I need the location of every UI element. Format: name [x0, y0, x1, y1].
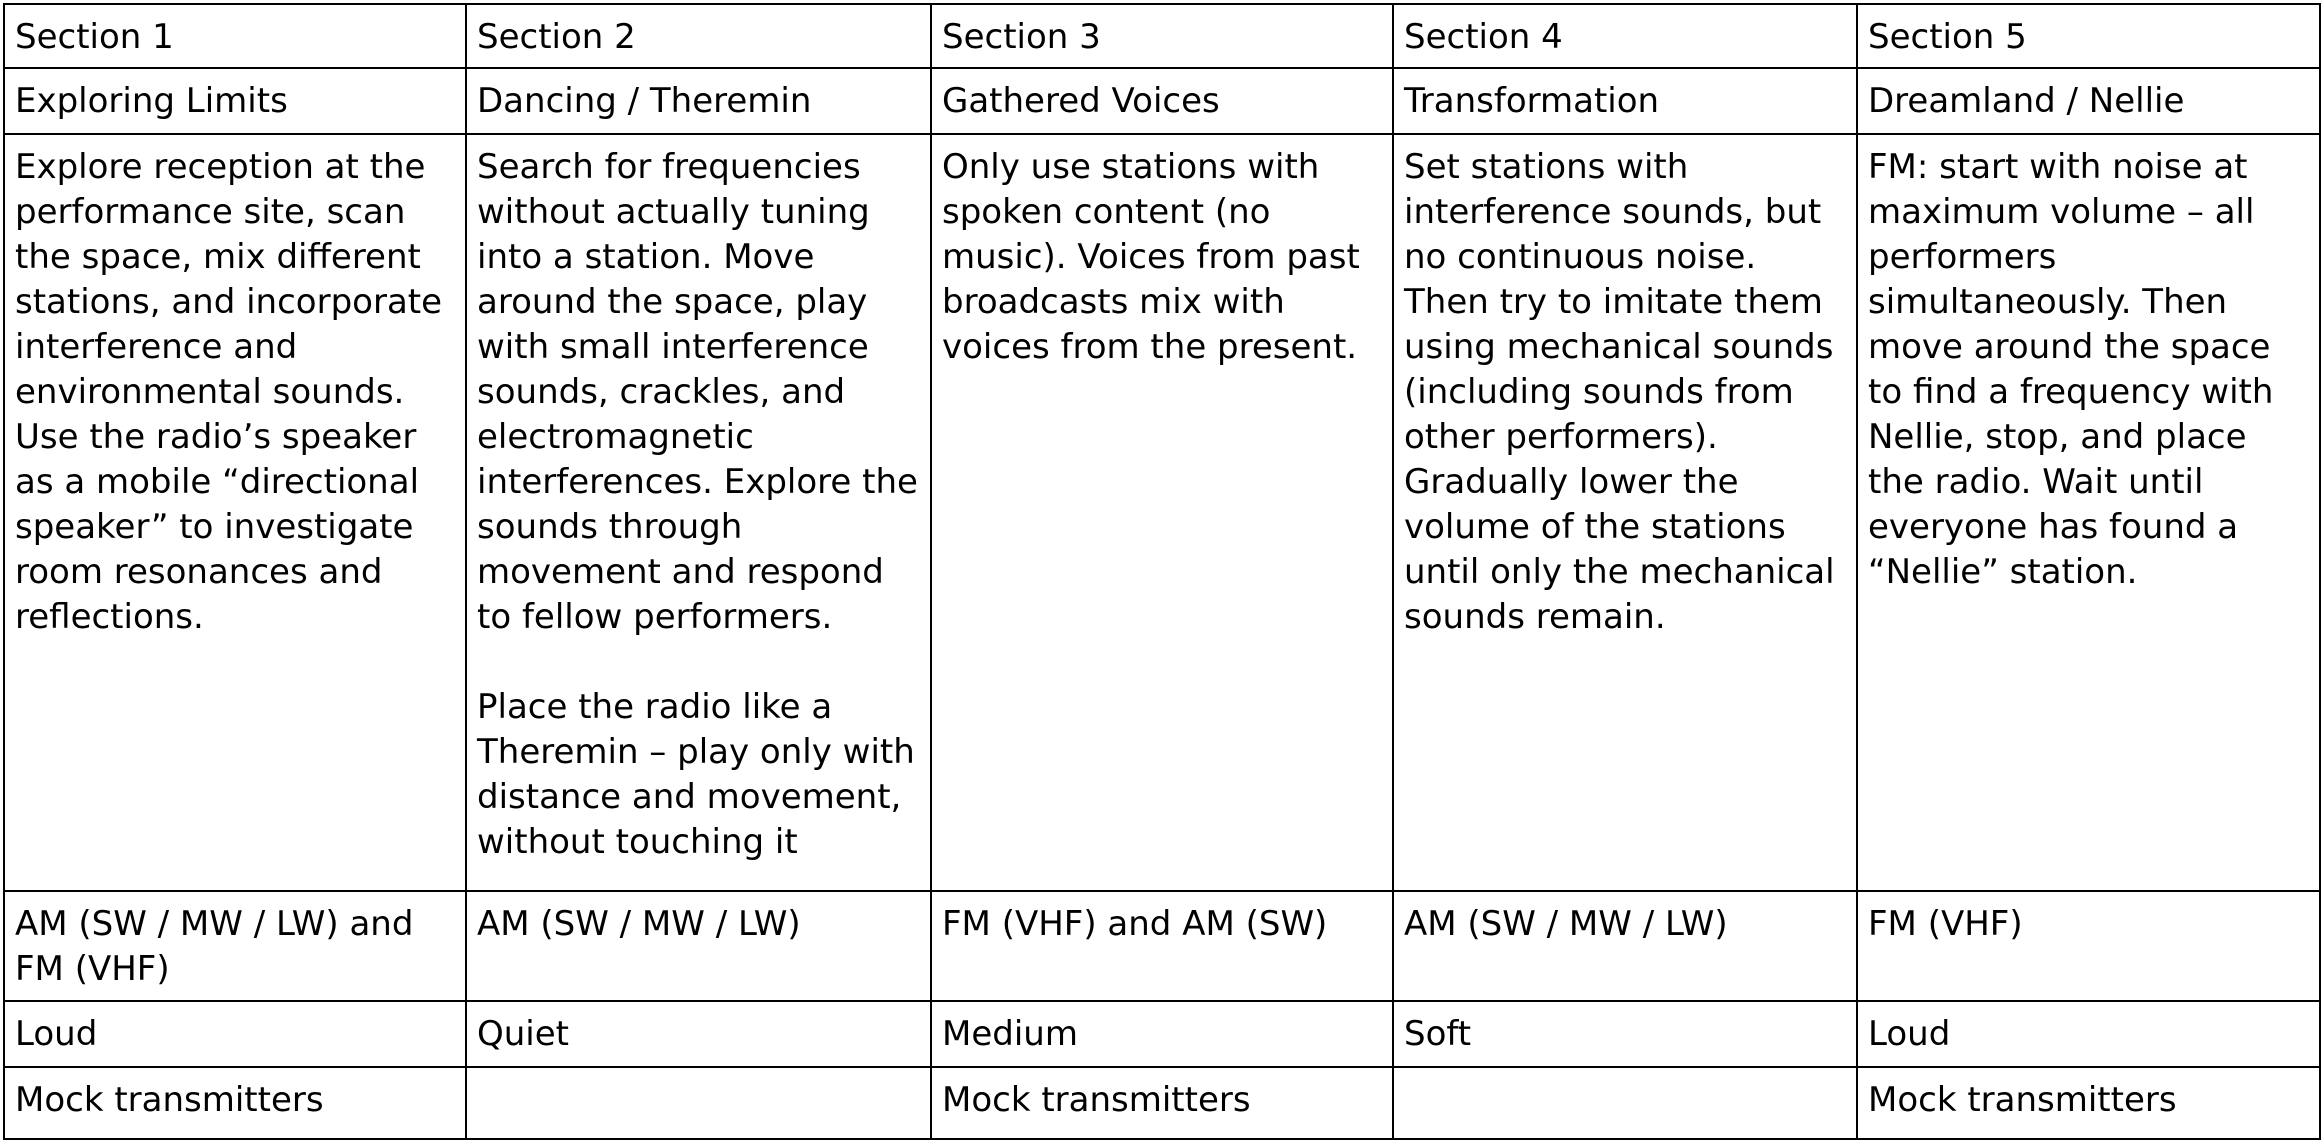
section-heading-cell: Section 2: [466, 4, 931, 68]
instructions-row: [4, 134, 2320, 891]
extras-cell: [466, 1067, 931, 1139]
performance-score-table: [3, 3, 2321, 1140]
instruction-paragraph: Set stations with interference sounds, but no continuous noise. Then try to imitate them using mechanical sounds (including sounds from other performers). Gradually lower the volume of the stations until only the mechanical sounds remain.: [1404, 147, 1835, 637]
instruction-paragraph: Search for frequencies without actually tuning into a station. Move around the space, play with small interference sounds, crackles, and electromagnetic interferences. Explore the sounds through movement and respond to fellow performers.: [477, 147, 918, 637]
extras-cell: Mock transmitters: [1857, 1067, 2320, 1139]
instruction-paragraph: Place the radio like a Theremin – play only with distance and movement, without touching it: [477, 687, 915, 862]
section-heading-cell: Section 5: [1857, 4, 2320, 68]
dynamics-cell: Loud: [1857, 1001, 2320, 1067]
instruction-paragraph: Only use stations with spoken content (no music). Voices from past broadcasts mix with voices from the present.: [942, 147, 1360, 367]
section-heading-cell: Section 4: [1393, 4, 1857, 68]
section-heading-cell: Section 1: [4, 4, 466, 68]
frequency-band-cell: FM (VHF) and AM (SW): [931, 891, 1393, 1001]
section-title-row: [4, 68, 2320, 134]
frequency-band-cell: AM (SW / MW / LW): [466, 891, 931, 1001]
section-title-cell: Exploring Limits: [4, 68, 466, 134]
section-title-cell: Dancing / Theremin: [466, 68, 931, 134]
frequency-band-cell: AM (SW / MW / LW) and FM (VHF): [4, 891, 466, 1001]
dynamics-row: [4, 1001, 2320, 1067]
section-heading-row: [4, 4, 2320, 68]
instructions-cell: [1857, 134, 2320, 891]
frequency-band-cell: FM (VHF): [1857, 891, 2320, 1001]
instructions-cell: [4, 134, 466, 891]
instructions-cell: [466, 134, 931, 891]
instruction-paragraph: Explore reception at the performance site, scan the space, mix different stations, and incorporate interference and environmental sounds. Use the radio’s speaker as a mobile “directional speaker” to investigate room resonances and reflections.: [15, 147, 443, 637]
extras-cell: Mock transmitters: [4, 1067, 466, 1139]
dynamics-cell: Soft: [1393, 1001, 1857, 1067]
instruction-paragraph: FM: start with noise at maximum volume – all performers simultaneously. Then move around the space to find a frequency with Nellie, stop, and place the radio. Wait until everyone has found a “Nellie” station.: [1868, 147, 2274, 592]
section-title-cell: Dreamland / Nellie: [1857, 68, 2320, 134]
dynamics-cell: Medium: [931, 1001, 1393, 1067]
section-heading-cell: Section 3: [931, 4, 1393, 68]
frequency-band-row: [4, 891, 2320, 1001]
dynamics-cell: Quiet: [466, 1001, 931, 1067]
section-title-cell: Gathered Voices: [931, 68, 1393, 134]
instructions-cell: [1393, 134, 1857, 891]
extras-cell: [1393, 1067, 1857, 1139]
extras-cell: Mock transmitters: [931, 1067, 1393, 1139]
frequency-band-cell: AM (SW / MW / LW): [1393, 891, 1857, 1001]
dynamics-cell: Loud: [4, 1001, 466, 1067]
instructions-cell: [931, 134, 1393, 891]
section-title-cell: Transformation: [1393, 68, 1857, 134]
extras-row: [4, 1067, 2320, 1139]
